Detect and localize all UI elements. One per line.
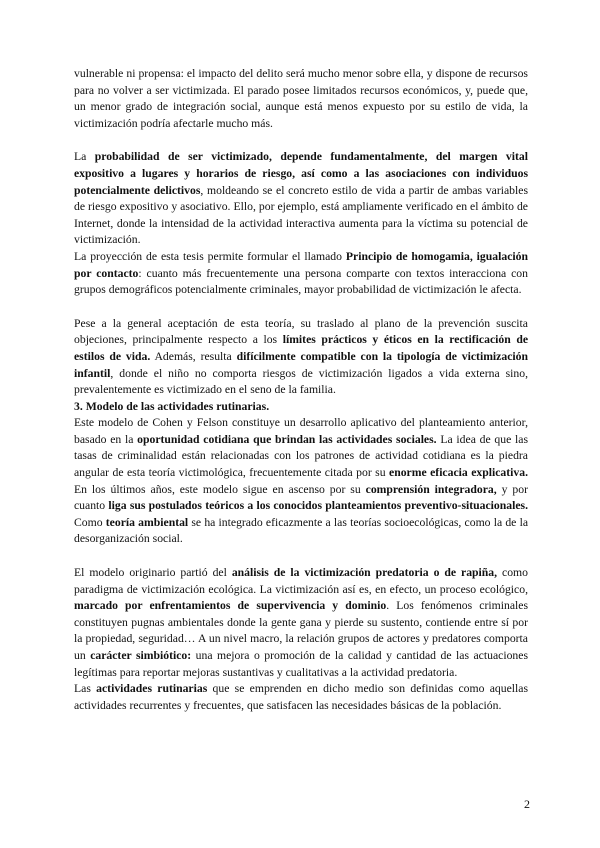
bold-text: oportunidad cotidiana que brindan las actividades sociales. bbox=[137, 432, 437, 446]
paragraph-2: La probabilidad de ser victimizado, depende fundamentalmente, del margen vital expositivo a lugares y horarios de riesgo, así como a las asociaciones con individuos potencialmente delictivos, moldeando se el concreto estilo de vida a partir de ambas variables de riesgo expositivo y asociativo. Ello, por ejemplo, está ampliamente verificado en el ámbito de Internet, donde la intensidad de la actividad interactiva aumenta para la víctima su potencial de victimización. bbox=[74, 150, 528, 247]
page-number: 2 bbox=[524, 797, 530, 811]
paragraph-4: Pese a la general aceptación de esta teoría, su traslado al plano de la prevención suscita objeciones, principalmente respecto a los límites prácticos y éticos en la rectificación de estilos de vida. Además, resulta difícilmente compatible con la tipología de victimización infantil, donde el niño no comporta riesgos de victimización ligados a vida externa sino, prevalentemente es victimizado en el seno de la familia. bbox=[74, 316, 529, 397]
paragraph-7: Las actividades rutinarias que se emprenden en dicho medio son definidas como aquellas actividades recurrentes y frecuentes, que satisfacen las necesidades básicas de la población. bbox=[74, 682, 529, 712]
paragraph-5: Este modelo de Cohen y Felson constituye un desarrollo aplicativo del planteamiento anterior, basado en la oportunidad cotidiana que brindan las actividades sociales. La idea de que las tasas de criminalidad están relacionadas con los patrones de actividad cotidiana es la piedra angular de esta teoría victimológica, frecuentemente citada por su enorme eficacia explicativa. En los últimos años, este modelo sigue en ascenso por su comprensión integradora, y por cuanto liga sus postulados teóricos a los conocidos planteamientos preventivo-situacionales. Como teoría ambiental se ha integrado eficazmente a las teorías socioecológicas, como la de la desorganización social. bbox=[74, 416, 529, 546]
document-page bbox=[74, 66, 528, 714]
bold-text: probabilidad de ser victimizado, depende fundamentalmente, del margen vital expositivo a lugares y horarios de riesgo, así como a las asociaciones con individuos potencialmente delictivos bbox=[74, 150, 528, 197]
paragraph-6: El modelo originario partió del análisis de la victimización predatoria o de rapiña, como paradigma de victimización ecológica. La victimización así es, en efecto, un proceso ecológico, marcado por enfrentamientos de supervivencia y dominio. Los fenómenos criminales constituyen pugnas ambientales donde la gente gana y pierde su sustento, contiende entre sí por la propiedad, seguridad… A un nivel macro, la relación grupos de actores y predatores comporta un carácter simbiótico: una mejora o promoción de la calidad y cantidad de las actuaciones legítimas para reportar mejoras sustantivas y cualitativas a la actividad predatoria. bbox=[74, 566, 528, 679]
section-heading: 3. Modelo de las actividades rutinarias. bbox=[74, 399, 270, 413]
bold-text: enorme eficacia explicativa. bbox=[389, 466, 529, 480]
bold-text: actividades rutinarias bbox=[96, 682, 208, 696]
bold-text: Principio de homogamia, igualación por contacto bbox=[74, 249, 528, 280]
bold-text: difícilmente compatible con la tipología de victimización infantil bbox=[74, 349, 528, 380]
bold-text: carácter simbiótico: bbox=[90, 649, 192, 662]
bold-text: análisis de la victimización predatoria o de rapiña, bbox=[231, 566, 498, 580]
paragraph-3: La proyección de esta tesis permite formular el llamado Principio de homogamia, igualación por contacto: cuanto más frecuentemente una persona comparte con textos interacciona con grupos demográficos potencialmente criminales, mayor probabilidad de victimización le afecta. bbox=[74, 249, 528, 297]
bold-text: liga sus postulados teóricos a los conocidos planteamientos preventivo-situacionales. bbox=[108, 499, 529, 513]
paragraph-1: vulnerable ni propensa: el impacto del delito será mucho menor sobre ella, y dispone de recursos para no volver a ser victimizada. El parado posee limitados recursos económicos, y, puede que, un menor grado de integración social, aunque está menos expuesto por su estilo de vida, la victimización podría afectarle mucho más. bbox=[74, 67, 528, 130]
bold-text: teoría ambiental bbox=[105, 515, 189, 529]
bold-text: comprensión integradora, bbox=[365, 482, 497, 496]
bold-text: límites prácticos y éticos en la rectificación de estilos de vida. bbox=[74, 333, 529, 363]
bold-text: marcado por enfrentamientos de supervivencia y dominio bbox=[74, 599, 387, 613]
